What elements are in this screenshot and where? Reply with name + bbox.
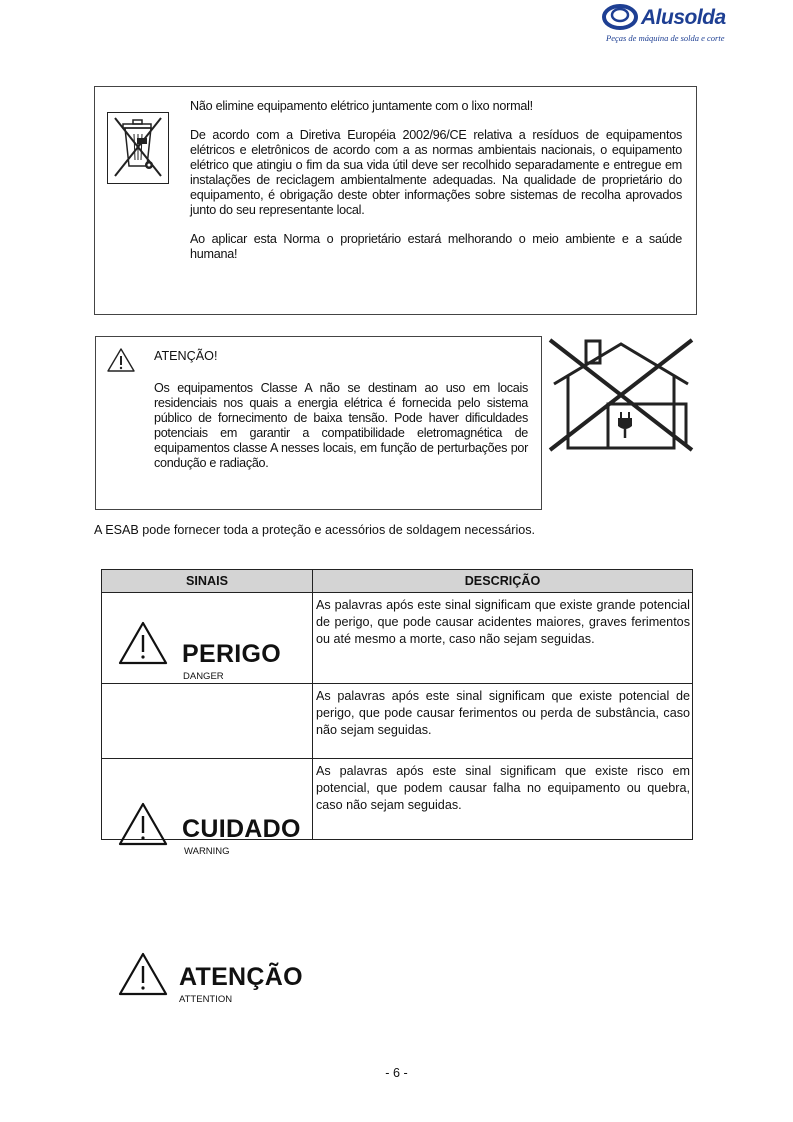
alusolda-swoosh-icon xyxy=(602,4,638,30)
sign-subtitle-danger: DANGER xyxy=(183,671,224,682)
no-residential-use-house-icon xyxy=(546,336,696,454)
signs-table xyxy=(101,569,693,1005)
description-cuidado: As palavras após este sinal significam que existe potencial de perigo, que pode causar ferimentos ou perda de substância, caso não sejam seguidas. xyxy=(313,684,693,759)
sign-subtitle-warning: WARNING xyxy=(184,846,230,857)
attention-warning-triangle-icon xyxy=(118,952,168,996)
weee-directive-paragraph: De acordo com a Diretiva Européia 2002/96/CE relativa a resíduos de equipamentos elétricos e eletrônicos de acordo com a as normas ambientais nacionais, o equipamento elétrico que atingiu o fim da sua vida útil deve ser recolhido separadamente e entregue em instalações de reciclagem ambientalmente adequadas. Na qualidade de proprietário do equipamento, é obrigação deste obter informações sobre sistemas de recolha aprovados junto do seu representante local. xyxy=(190,128,682,217)
sign-word-cuidado: CUIDADO xyxy=(182,815,301,843)
sign-cell-cuidado xyxy=(102,684,313,857)
warning-triangle-icon xyxy=(106,347,136,373)
crossed-out-wheelie-bin-icon xyxy=(107,112,169,184)
logo-tagline: Peças de máquina de solda e corte xyxy=(606,33,725,43)
table-header-row xyxy=(102,570,693,593)
description-perigo: As palavras após este sinal significam que existe grande potencial de perigo, que pode causar acidentes maiores, graves ferimentos ou até mesmo a morte, caso não sejam seguidas. xyxy=(313,593,693,684)
table-row xyxy=(102,684,693,759)
weee-closing-paragraph: Ao aplicar esta Norma o proprietário estará melhorando o meio ambiente e a saúde humana! xyxy=(190,232,682,261)
class-a-attention-notice xyxy=(95,336,542,510)
sign-subtitle-attention: ATTENTION xyxy=(179,994,233,1005)
esab-statement: A ESAB pode fornecer toda a proteção e acessórios de soldagem necessários. xyxy=(94,523,536,537)
danger-warning-triangle-icon xyxy=(118,621,168,665)
weee-heading: Não elimine equipamento elétrico juntamente com o lixo normal! xyxy=(190,99,533,113)
table-row xyxy=(102,593,693,684)
alusolda-logo xyxy=(600,4,740,44)
logo-brand-name: Alusolda xyxy=(641,6,726,29)
page-number: - 6 - xyxy=(385,1066,408,1080)
sign-word-atencao: ATENÇÃO xyxy=(179,963,303,991)
attention-title: ATENÇÃO! xyxy=(154,349,218,363)
weee-disposal-notice xyxy=(94,86,697,315)
sign-word-perigo: PERIGO xyxy=(182,640,282,668)
sign-cell-perigo xyxy=(102,593,313,684)
attention-body: Os equipamentos Classe A não se destinam ao uso em locais residenciais nos quais a energia elétrica é fornecida pelo sistema público de fornecimento de baixa tensão. Pode haver dificuldades potenciais em garantir a compatibilidade eletromagnética de equipamentos classe A nesses locais, em função de perturbações por condução e radiação. xyxy=(154,381,528,470)
table-row xyxy=(102,759,693,840)
description-atencao: As palavras após este sinal significam que existe risco em potencial, que podem causar falha no equipamento ou quebra, caso não sejam seguidas. xyxy=(313,759,693,840)
header-sinais: SINAIS xyxy=(102,570,313,593)
header-descricao: DESCRIÇÃO xyxy=(313,570,693,593)
